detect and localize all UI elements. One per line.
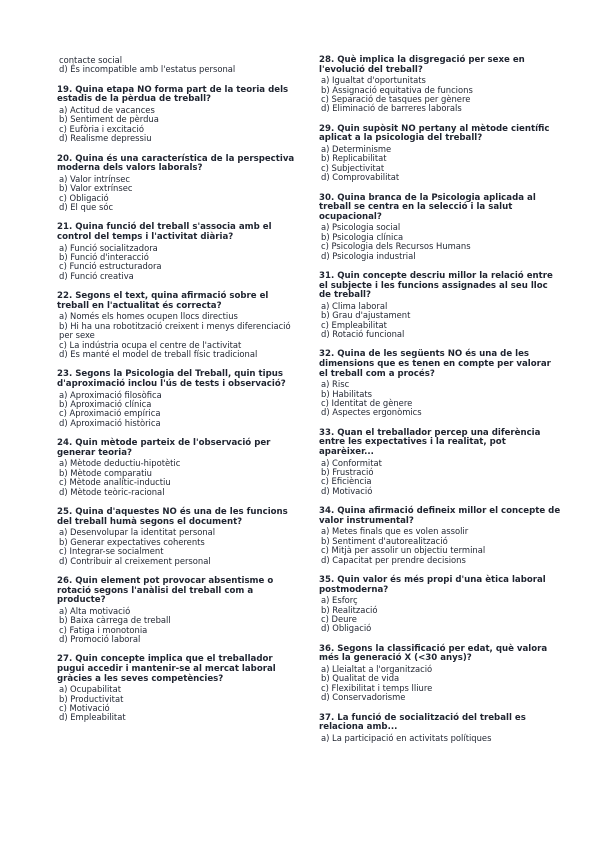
- question-block: [57, 86, 299, 144]
- answer-option: a) Conformitat: [321, 457, 382, 468]
- answer-option: b) Assignació equitativa de funcions: [321, 84, 473, 95]
- answer-option: d) Mètode teòric-racional: [59, 486, 165, 497]
- question-title: 32. Quina de les següents NO és una de les dimensions que es tenen en compte per valorar el treball com a procés?: [319, 349, 551, 379]
- question-title: 27. Quin concepte implica que el treballador pugui accedir i mantenir-se al mercat laboral gràcies a les seves competències?: [57, 654, 276, 684]
- question-title: 36. Segons la classificació per edat, què valora més la generació X (<30 anys)?: [319, 643, 548, 664]
- answer-option: c) Aproximació empírica: [59, 408, 161, 419]
- answer-option: d) Eliminació de barreres laborals: [321, 103, 462, 114]
- answer-option: c) Fatiga i monotonia: [59, 624, 148, 635]
- question-title: 29. Quin supòsit NO pertany al mètode científic aplicat a la psicologia del treball?: [319, 123, 550, 144]
- question-continuation: [57, 56, 299, 75]
- answer-option: d) Motivació: [321, 485, 373, 496]
- answer-option: b) Hi ha una robotització creixent i menys diferenciació per sexe: [59, 320, 291, 341]
- question-block: [57, 439, 299, 497]
- answer-option: b) Sentiment d'autorealització: [321, 535, 448, 546]
- question-title: 22. Segons el text, quina afirmació sobre el treball en l'actualitat és correcta?: [57, 291, 269, 311]
- answer-option: c) Integrar-se socialment: [59, 546, 164, 557]
- answer-option: c) Mètode analític-inductiu: [59, 477, 171, 488]
- answer-option: a) Metes finals que es volen assolir: [321, 526, 469, 537]
- question-title: 20. Quina és una característica de la perspectiva moderna dels valors laborals?: [57, 153, 295, 174]
- left-question-list: [57, 86, 299, 723]
- answer-option: c) Eufòria i excitació: [59, 123, 144, 134]
- answer-option: b) Realització: [321, 604, 378, 615]
- question-block: [319, 350, 562, 417]
- left-column: [57, 56, 299, 848]
- question-title: 19. Quina etapa NO forma part de la teoria dels estadis de la pèrdua de treball?: [57, 84, 289, 105]
- question-title: 33. Quan el treballador percep una diferència entre les expectatives i la realitat, pot aparèixer...: [319, 427, 541, 458]
- question-title: 37. La funció de socialització del treball es relaciona amb...: [319, 712, 526, 733]
- right-column: [319, 56, 562, 848]
- answer-option: c) Motivació: [59, 702, 110, 713]
- answer-option: a) Risc: [321, 379, 350, 390]
- answer-option: c) Subjectivitat: [321, 162, 385, 173]
- answer-option: b) Qualitat de vida: [321, 673, 400, 684]
- answer-option: c) La indústria ocupa el centre de l'activitat: [59, 339, 242, 350]
- answer-option: d) Conservadorisme: [321, 692, 406, 703]
- answer-option: b) Frustració: [321, 467, 374, 478]
- answer-option: a) Igualtat d'oportunitats: [321, 75, 426, 86]
- question-block: [319, 714, 562, 744]
- question-block: [319, 56, 562, 114]
- answer-option: b) Productivitat: [59, 693, 124, 704]
- answer-option: c) Flexibilitat i temps lliure: [321, 682, 433, 693]
- answer-option: a) Actitud de vacances: [59, 105, 155, 115]
- answer-option: b) Habilitats: [321, 388, 373, 399]
- answer-option: a) Ocupabilitat: [59, 684, 122, 695]
- question-block: [319, 272, 562, 339]
- answer-option: d) Comprovabilitat: [321, 172, 400, 183]
- question-block: [57, 292, 299, 359]
- continuation-line: contacte social: [59, 55, 123, 65]
- answer-option: d) Realisme depressiu: [59, 133, 152, 144]
- answer-option: b) Grau d'ajustament: [321, 310, 411, 321]
- answer-option: a) Valor intrínsec: [59, 173, 130, 184]
- answer-option: a) Aproximació filosòfica: [59, 389, 162, 400]
- question-block: [319, 576, 562, 634]
- answer-option: a) Determinisme: [321, 144, 392, 154]
- answer-option: a) Lleialtat a l'organització: [321, 664, 433, 675]
- answer-option: b) Baixa càrrega de treball: [59, 615, 171, 626]
- answer-option: c) Identitat de gènere: [321, 398, 413, 409]
- question-title: 31. Quin concepte descriu millor la relació entre el subjecte i les funcions assignades al seu lloc de treball?: [319, 271, 553, 301]
- question-title: 35. Quin valor és més propi d'una ètica laboral postmoderna?: [319, 575, 546, 595]
- answer-option: d) Capacitat per prendre decisions: [321, 554, 466, 565]
- answer-option: a) Alta motivació: [59, 605, 131, 616]
- question-block: [319, 194, 562, 261]
- answer-option: a) Psicologia social: [321, 222, 401, 233]
- answer-option: c) Empleabilitat: [321, 319, 387, 330]
- answer-option: c) Eficiència: [321, 476, 372, 487]
- question-title: 28. Què implica la disgregació per sexe en l'evolució del treball?: [319, 55, 525, 75]
- question-block: [319, 429, 562, 496]
- question-title: 23. Segons la Psicologia del Treball, quin tipus d'aproximació inclou l'ús de tests i observació?: [57, 369, 286, 390]
- question-block: [57, 223, 299, 281]
- question-title: 25. Quina d'aquestes NO és una de les funcions del treball humà segons el document?: [57, 507, 288, 527]
- answer-option: a) Funció socialitzadora: [59, 242, 158, 253]
- answer-option: b) Replicabilitat: [321, 153, 387, 164]
- answer-option: d) Aspectes ergonòmics: [321, 407, 422, 418]
- answer-option: d) Aproximació històrica: [59, 417, 161, 428]
- answer-option: b) Sentiment de pèrdua: [59, 114, 159, 125]
- answer-option: c) Psicologia dels Recursos Humans: [321, 241, 471, 252]
- right-question-list: [319, 56, 562, 743]
- answer-option: d) Psicologia industrial: [321, 250, 416, 261]
- answer-option: a) La participació en activitats polítiques: [321, 732, 492, 743]
- answer-option: a) Desenvolupar la identitat personal: [59, 527, 216, 538]
- answer-option: d) Empleabilitat: [59, 712, 126, 723]
- answer-option: d) El que sóc: [59, 202, 114, 213]
- answer-option: c) Deure: [321, 614, 357, 625]
- answer-option: c) Funció estructuradora: [59, 261, 162, 272]
- answer-option: d) Funció creativa: [59, 270, 134, 281]
- answer-option: a) Clima laboral: [321, 300, 388, 311]
- question-title: 34. Quina afirmació defineix millor el concepte de valor instrumental?: [319, 506, 561, 526]
- question-block: [57, 577, 299, 644]
- question-block: [319, 507, 562, 565]
- question-block: [57, 370, 299, 428]
- answer-option: b) Psicologia clínica: [321, 231, 404, 242]
- question-block: [57, 655, 299, 722]
- question-title: 24. Quin mètode parteix de l'observació per generar teoria?: [57, 438, 271, 458]
- question-block: [57, 508, 299, 566]
- answer-option: d) Obligació: [321, 623, 372, 634]
- answer-option: a) Només els homes ocupen llocs directius: [59, 311, 238, 322]
- question-block: [319, 125, 562, 183]
- answer-option: a) Esforç: [321, 595, 358, 606]
- answer-option: a) Mètode deductiu-hipotètic: [59, 458, 181, 469]
- answer-option: b) Aproximació clínica: [59, 399, 152, 410]
- answer-option: b) Mètode comparatiu: [59, 467, 152, 478]
- question-block: [57, 155, 299, 213]
- answer-option: d) Es manté el model de treball físic tradicional: [59, 349, 258, 360]
- answer-option: d) Promoció laboral: [59, 633, 141, 644]
- continuation-line: d) És incompatible amb l'estatus personal: [59, 64, 236, 75]
- answer-option: b) Valor extrínsec: [59, 183, 133, 194]
- answer-option: c) Mitjà per assolir un objectiu terminal: [321, 545, 486, 556]
- question-title: 30. Quina branca de la Psicologia aplicada al treball se centra en la selecció i la salut ocupacional?: [319, 192, 536, 222]
- answer-option: c) Separació de tasques per gènere: [321, 94, 471, 104]
- answer-option: d) Rotació funcional: [321, 329, 405, 340]
- question-title: 21. Quina funció del treball s'associa amb el control del temps i l'activitat diària?: [57, 222, 272, 243]
- answer-option: b) Funció d'interacció: [59, 252, 149, 263]
- question-block: [319, 645, 562, 703]
- answer-option: b) Generar expectatives coherents: [59, 536, 205, 547]
- answer-option: c) Obligació: [59, 192, 109, 203]
- answer-option: d) Contribuir al creixement personal: [59, 555, 211, 566]
- question-title: 26. Quin element pot provocar absentisme o rotació segons l'anàlisi del treball com a producte?: [57, 575, 274, 606]
